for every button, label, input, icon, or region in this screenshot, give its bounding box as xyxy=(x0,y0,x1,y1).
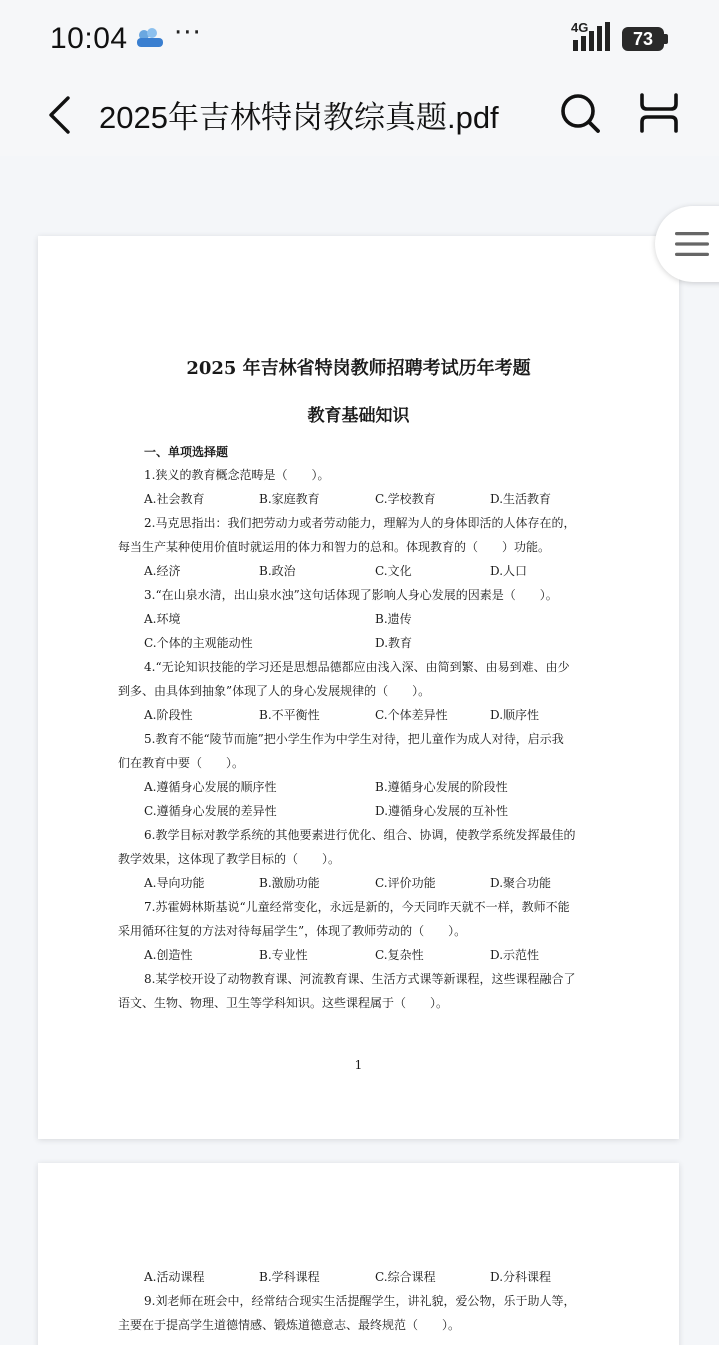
top-toolbar xyxy=(0,80,719,156)
option: D.顺序性 xyxy=(490,708,540,722)
option: C.个体差异性 xyxy=(375,708,448,722)
option: D.遵循身心发展的互补性 xyxy=(375,804,509,818)
question-6-line-1: 6.教学目标对教学系统的其他要素进行优化、组合、协调，使教学系统发挥最佳的 xyxy=(144,828,576,842)
back-icon[interactable] xyxy=(40,90,80,140)
option: B.学科课程 xyxy=(259,1270,320,1284)
document-title: 2025年吉林特岗教综真题.pdf xyxy=(99,100,499,135)
question-1: 1.狭义的教育概念范畴是（ ）。 xyxy=(144,468,330,482)
option: C.个体的主观能动性 xyxy=(144,636,253,650)
option: C.学校教育 xyxy=(375,492,436,506)
option: A.社会教育 xyxy=(144,492,205,506)
option: C.复杂性 xyxy=(375,948,424,962)
question-5-line-1: 5.教育不能“陵节而施”把小学生作为中学生对待，把儿童作为成人对待，启示我 xyxy=(144,732,564,746)
pdf-viewer[interactable] xyxy=(0,156,719,1345)
app-notification-icon xyxy=(134,26,166,52)
option: D.教育 xyxy=(375,636,413,650)
option: C.遵循身心发展的差异性 xyxy=(144,804,277,818)
question-9-line-1: 9.刘老师在班会中，经常结合现实生活提醒学生，讲礼貌，爱公物，乐于助人等， xyxy=(144,1294,576,1308)
question-2-line-1: 2.马克思指出：我们把劳动力或者劳动能力，理解为人的身体即活的人体存在的， xyxy=(144,516,576,530)
option: A.创造性 xyxy=(144,948,193,962)
option: B.政治 xyxy=(259,564,296,578)
question-9-line-2: 主要在于提高学生道德情感、锻炼道德意志、最终规范（ ）。 xyxy=(118,1318,461,1332)
menu-lines-icon xyxy=(675,230,709,258)
option: A.环境 xyxy=(144,612,181,626)
option: D.人口 xyxy=(490,564,528,578)
section-heading: 一、单项选择题 xyxy=(144,445,229,459)
more-notifications-icon: ··· xyxy=(174,18,202,48)
option: D.聚合功能 xyxy=(490,876,552,890)
network-type: 4G xyxy=(571,20,589,35)
signal-icon xyxy=(571,22,615,52)
page-subtitle: 教育基础知识 xyxy=(307,406,410,426)
option: C.综合课程 xyxy=(375,1270,436,1284)
pdf-page-1 xyxy=(38,236,679,1139)
question-7-line-1: 7.苏霍姆林斯基说“儿童经常变化，永远是新的，今天同昨天就不一样，教师不能 xyxy=(144,900,570,914)
option: B.专业性 xyxy=(259,948,308,962)
reading-mode-icon[interactable] xyxy=(634,88,684,138)
option: C.评价功能 xyxy=(375,876,436,890)
question-4-line-2: 到多、由具体到抽象”体现了人的身心发展规律的（ ）。 xyxy=(118,684,431,698)
page-title: 2025 年吉林省特岗教师招聘考试历年考题 xyxy=(186,358,531,379)
option: D.分科课程 xyxy=(490,1270,552,1284)
option: A.阶段性 xyxy=(144,708,193,722)
option: B.家庭教育 xyxy=(259,492,320,506)
question-5-line-2: 们在教育中要（ ）。 xyxy=(118,756,245,770)
question-6-line-2: 教学效果，这体现了教学目标的（ ）。 xyxy=(118,852,341,866)
option: B.不平衡性 xyxy=(259,708,320,722)
question-8-line-2: 语文、生物、物理、卫生等学科知识。这些课程属于（ ）。 xyxy=(118,996,449,1010)
option: A.活动课程 xyxy=(144,1270,205,1284)
search-icon[interactable] xyxy=(556,88,606,138)
question-4-line-1: 4.“无论知识技能的学习还是思想品德都应由浅入深、由简到繁、由易到难、由少 xyxy=(144,660,570,674)
option: C.文化 xyxy=(375,564,412,578)
option: B.遵循身心发展的阶段性 xyxy=(375,780,508,794)
option: D.示范性 xyxy=(490,948,540,962)
question-7-line-2: 采用循环往复的方法对待每届学生”，体现了教师劳动的（ ）。 xyxy=(118,924,467,938)
battery-level: 73 xyxy=(622,27,664,51)
option: A.导向功能 xyxy=(144,876,205,890)
battery-icon xyxy=(622,27,668,51)
status-bar xyxy=(0,0,719,80)
question-2-line-2: 每当生产某种使用价值时就运用的体力和智力的总和。体现教育的（ ）功能。 xyxy=(118,540,551,554)
pdf-page-2 xyxy=(38,1163,679,1345)
page-number: 1 xyxy=(354,1058,363,1072)
option: D.生活教育 xyxy=(490,492,552,506)
option: A.遵循身心发展的顺序性 xyxy=(144,780,277,794)
option: A.经济 xyxy=(144,564,181,578)
status-time: 10:04 xyxy=(50,22,128,55)
option: B.激励功能 xyxy=(259,876,320,890)
option: B.遗传 xyxy=(375,612,412,626)
question-3: 3.“在山泉水清，出山泉水浊”这句话体现了影响人身心发展的因素是（ ）。 xyxy=(144,588,558,602)
question-8-line-1: 8.某学校开设了动物教育课、河流教育课、生活方式课等新课程，这些课程融合了 xyxy=(144,972,576,986)
